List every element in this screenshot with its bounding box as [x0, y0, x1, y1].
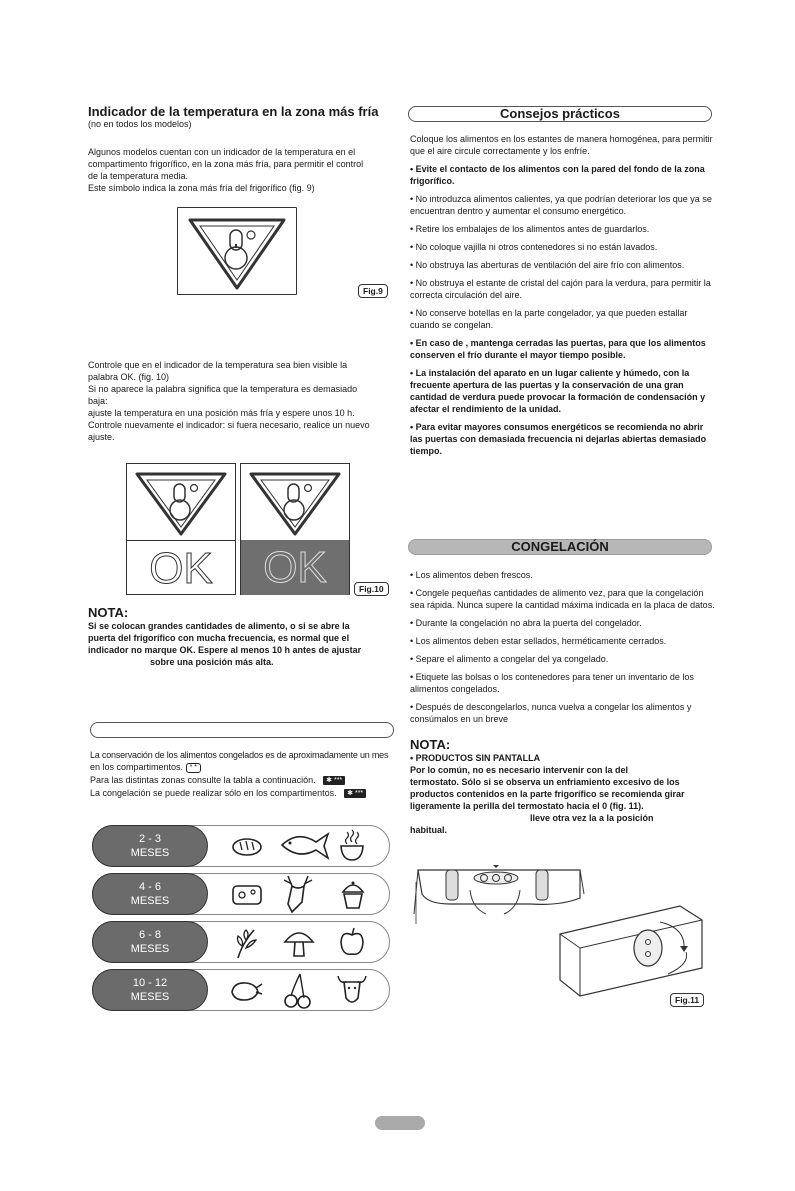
- temperature-zone-symbol-icon: [178, 208, 296, 294]
- nota-line: indicador no marque OK. Espere al menos 10 h antes de ajustar: [88, 645, 362, 655]
- control-line: ajuste la temperatura en una posición más fría y espere unos 10 h.: [88, 408, 355, 418]
- congelacion-header: [408, 539, 712, 555]
- nota-line: productos contenidos en la parte frigorífico se recomienda girar: [410, 789, 685, 799]
- storage-months-pill: [92, 969, 208, 1011]
- consejo-item: • No obstruya las aberturas de ventilación del aire frío con alimentos.: [410, 260, 685, 270]
- nota-line: ligeramente la perilla del termostato hacia el 0 (fig. 11).: [410, 801, 644, 811]
- chicken-icon: [228, 978, 264, 1004]
- conservation-line: [90, 787, 395, 799]
- congelacion-item: • Etiquete las bolsas o los contenedores para tener un inventario de los alimentos congelados.: [410, 672, 694, 694]
- consejo-item: • No introduzca alimentos calientes, ya que podrían deteriorar los que ya se encuentran dentro y aumentar el consumo energético.: [410, 194, 712, 216]
- nota-title-right: NOTA:: [410, 737, 451, 752]
- intro-line: Algunos modelos cuentan con un indicador de la temperatura en el: [88, 147, 356, 157]
- congelacion-item: • Separe el alimento a congelar del ya congelado.: [410, 654, 609, 664]
- intro-line: Este símbolo indica la zona más fría del frigorífico (fig. 9): [88, 183, 315, 193]
- nota-line: puerta del frigorífico con mucha frecuencia, es normal que el: [88, 633, 350, 643]
- cheese-icon: [230, 880, 264, 908]
- control-line: Controle que en el indicador de la temperatura sea bien visible la: [88, 360, 348, 370]
- consejo-item: • No obstruya el estante de cristal del cajón para la verdura, para permitir la correcta circulación del aire.: [410, 278, 711, 300]
- fig10-label: Fig.10: [354, 582, 389, 596]
- four-star-badge: ✱ ***: [344, 789, 366, 798]
- conservation-line: La conservación de los alimentos congelados es de aproximadamente un mes: [90, 750, 389, 760]
- intro-line: compartimento frigorífico, en la zona más fría, para permitir el control: [88, 159, 364, 169]
- fig11-label: Fig.11: [670, 993, 704, 1007]
- congelacion-item: • Congele pequeñas cantidades de alimento vez, para que la congelación sea rápida. Nunca supere la cantidad máxima indicada en la placa de datos.: [410, 588, 715, 610]
- control-line: palabra OK. (fig. 10): [88, 372, 170, 382]
- cherry-icon: [282, 972, 312, 1010]
- nota-line: habitual.: [410, 825, 448, 835]
- apple-icon: [338, 926, 366, 958]
- storage-range: 10 - 12: [132, 977, 168, 989]
- conservation-text: [90, 749, 395, 799]
- nota-line: termostato. Sólo si se observa un enfriamiento excesivo de los: [410, 777, 680, 787]
- consejo-item: • La instalación del aparato en un lugar caliente y húmedo, con la frecuente apertura de las puertas y la conservación de una gran cantidad de verdura puede provocar la formación de condensación y afectar el rendimiento de la unidad.: [410, 368, 706, 414]
- consejo-item: • Evite el contacto de los alimentos con la pared del fondo de la zona frigorífico.: [410, 164, 705, 186]
- consejos-title: Consejos prácticos: [500, 106, 620, 121]
- mushroom-icon: [282, 926, 316, 960]
- intro-line: de la temperatura media.: [88, 171, 189, 181]
- consejo-item: • Para evitar mayores consumos energéticos se recomienda no abrir las puertas con demasiada frecuencia ni dejarlas abiertas demasiado tiempo.: [410, 422, 707, 456]
- control-line: ajuste.: [88, 432, 115, 442]
- fig11-thermostat-illustration: [410, 864, 710, 1012]
- storage-unit: MESES: [130, 943, 170, 955]
- conservation-line: [90, 761, 395, 773]
- storage-unit: MESES: [130, 847, 170, 859]
- nota-text-left: [88, 620, 398, 668]
- ok-text-visible: OK: [127, 540, 235, 596]
- two-star-badge: * *: [186, 763, 201, 773]
- nota-line: • PRODUCTOS SIN PANTALLA: [410, 753, 541, 763]
- consejo-item: • En caso de , mantenga cerradas las puertas, para que los alimentos conserven el frío durante el mayor tiempo posible.: [410, 338, 706, 360]
- temp-indicator-title: Indicador de la temperatura en la zona más fría: [88, 104, 379, 119]
- consejo-item: • Retire los embalajes de los alimentos antes de guardarlos.: [410, 224, 650, 234]
- control-line: Controle nuevamente el indicador: si fuera necesario, realice un nuevo: [88, 420, 370, 430]
- page-number-tab: [375, 1116, 425, 1130]
- nota-line: Por lo común, no es necesario intervenir con la del: [410, 765, 629, 775]
- deer-icon: [280, 874, 316, 914]
- temp-indicator-intro: [88, 146, 393, 194]
- cow-icon: [334, 972, 370, 1008]
- consejo-item: Coloque los alimentos en los estantes de manera homogénea, para permitir que el aire circule correctamente y los enfríe.: [410, 134, 713, 156]
- temp-indicator-control-text: [88, 359, 398, 443]
- frozen-storage-empty-header: [90, 722, 394, 738]
- bread-icon: [230, 832, 264, 860]
- consejos-header: [408, 106, 712, 122]
- nota-line: lleve otra vez la a la posición: [530, 813, 654, 823]
- storage-range: 2 - 3: [138, 833, 161, 845]
- storage-months-pill: [92, 825, 208, 867]
- temperature-zone-symbol-icon: [241, 464, 349, 540]
- storage-months-pill: [92, 873, 208, 915]
- herb-icon: [232, 926, 260, 960]
- conservation-line: [90, 774, 395, 786]
- nota-line: sobre una posición más alta.: [150, 657, 274, 667]
- fig9-indicator-image: [177, 207, 297, 295]
- control-line: Si no aparece la palabra significa que la temperatura es demasiado: [88, 384, 358, 394]
- nota-title-left: NOTA:: [88, 605, 129, 620]
- congelacion-item: • Los alimentos deben estar sellados, herméticamente cerrados.: [410, 636, 667, 646]
- consejos-list: [410, 133, 717, 457]
- fig10-ok-indicator-left: [126, 463, 236, 595]
- fish-icon: [278, 828, 332, 862]
- fig9-label: Fig.9: [358, 284, 388, 298]
- congelacion-item: • Los alimentos deben frescos.: [410, 570, 533, 580]
- soup-bowl-icon: [338, 828, 366, 864]
- temperature-zone-symbol-icon: [127, 464, 235, 540]
- consejo-item: • No conserve botellas en la parte congelador, ya que pueden estallar cuando se congelan.: [410, 308, 688, 330]
- storage-months-pill: [92, 921, 208, 963]
- control-line: baja:: [88, 396, 108, 406]
- congelacion-item: • Durante la congelación no abra la puerta del congelador.: [410, 618, 642, 628]
- congelacion-list: [410, 569, 717, 725]
- nota-text-right: [410, 752, 720, 836]
- consejo-item: • No coloque vajilla ni otros contenedores si no están lavados.: [410, 242, 658, 252]
- ok-text-hidden: OK: [241, 540, 349, 595]
- muffin-icon: [340, 878, 366, 910]
- storage-unit: MESES: [130, 991, 170, 1003]
- four-star-badge: ✱ ***: [323, 776, 345, 785]
- storage-unit: MESES: [130, 895, 170, 907]
- storage-range: 6 - 8: [138, 929, 161, 941]
- storage-range: 4 - 6: [138, 881, 161, 893]
- fig10-ok-indicator-right: [240, 463, 350, 595]
- nota-line: Si se colocan grandes cantidades de alimento, o si se abre la: [88, 621, 350, 631]
- conservation-line-text: La congelación se puede realizar sólo en los compartimentos.: [90, 788, 337, 798]
- congelacion-item: • Después de descongelarlos, nunca vuelva a congelar los alimentos y consúmalos en un breve: [410, 702, 692, 724]
- congelacion-title: CONGELACIÓN: [511, 539, 609, 554]
- temp-indicator-subtitle: (no en todos los modelos): [88, 119, 192, 129]
- conservation-line-text: Para las distintas zonas consulte la tabla a continuación.: [90, 775, 316, 785]
- conservation-line-text: en los compartimentos.: [90, 762, 184, 772]
